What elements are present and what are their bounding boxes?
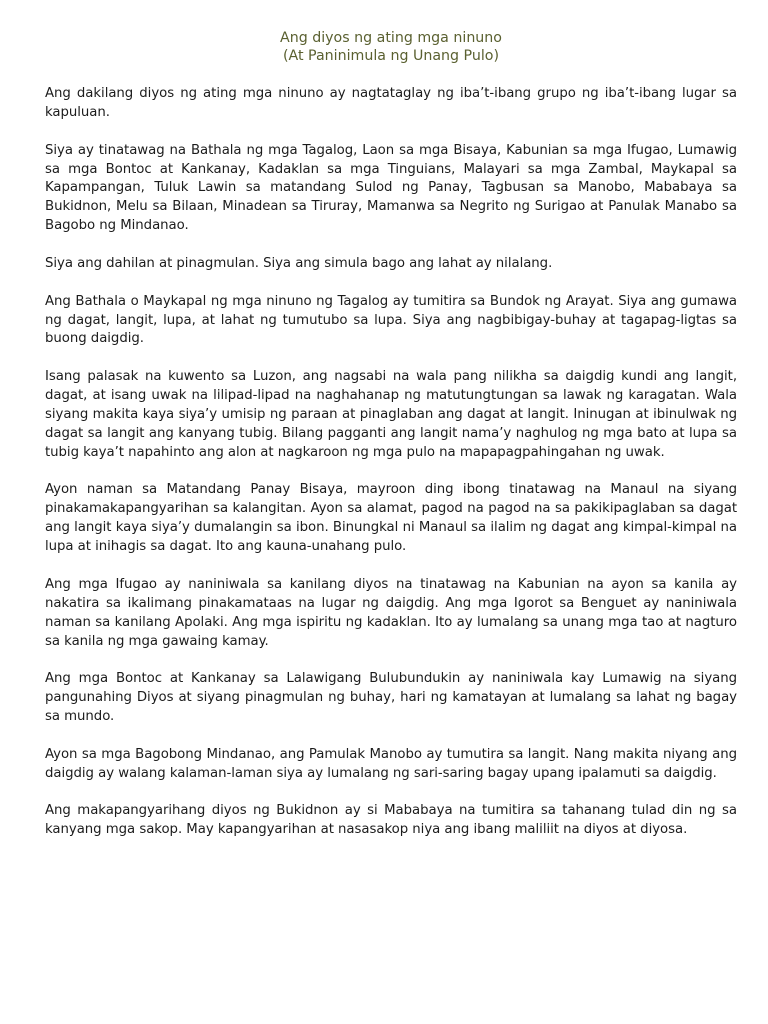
document-subtitle: (At Paninimula ng Unang Pulo) [282, 48, 500, 64]
document-title: Ang diyos ng ating mga ninuno [280, 30, 502, 46]
paragraph-1: Ang dakilang diyos ng ating mga ninuno ay nagtataglay ng iba’t-ibang grupo ng iba’t-ibang lugar sa kapuluan. [45, 86, 737, 120]
document-page [45, 29, 737, 859]
paragraph-9: Ayon sa mga Bagobong Mindanao, ang Pamulak Manobo ay tumutira sa langit. Nang makita niyang ang daigdig ay walang kalaman-laman siya ay lumalang ng sari-saring bagay upang ipalamuti sa daigdig. [45, 746, 737, 781]
title-block [45, 29, 737, 65]
paragraph-7: Ang mga Ifugao ay naniniwala sa kanilang diyos na tinatawag na Kabunian na ayon sa kanila ay nakatira sa ikalimang pinakamataas na lugar ng daigdig. Ang mga Igorot sa Benguet ay naniniwala naman sa kanilang Apolaki. Ang mga ispiritu ng kadaklan. Ito ay lumalang sa unang mga tao at nagturo sa kanila ng mga gawaing kamay. [45, 576, 737, 649]
paragraph-2: Siya ay tinatawag na Bathala ng mga Tagalog, Laon sa mga Bisaya, Kabunian sa mga Ifugao, Lumawig sa mga Bontoc at Kankanay, Kadaklan sa mga Tinguians, Malayari sa mga Zambal, Maykapal sa Kapampangan, Tuluk Lawin sa matandang Sulod ng Panay, Tagbusan sa Manobo, Mababaya sa Bukidnon, Melu sa Bilaan, Minadean sa Tiruray, Mamanwa sa Negrito ng Surigao at Panulak Manabo sa Bagobo ng Mindanao. [45, 142, 737, 234]
paragraph-6: Ayon naman sa Matandang Panay Bisaya, mayroon ding ibong tinatawag na Manaul na siyang pinakamakapangyarihan sa kalangitan. Ayon sa alamat, pagod na pagod na sa pakikipaglaban sa dagat ang langit kaya siya’y dumalangin sa ibon. Binungkal ni Manaul sa ilalim ng dagat ang kimpal-kimpal na lupa at inihagis sa dagat. Ito ang kauna-unahang pulo. [45, 482, 737, 555]
paragraph-10: Ang makapangyarihang diyos ng Bukidnon ay si Mababaya na tumitira sa tahanang tulad din ng sa kanyang mga sakop. May kapangyarihan at nasasakop niya ang ibang maliliit na diyos at diyosa. [45, 803, 737, 838]
paragraph-4: Ang Bathala o Maykapal ng mga ninuno ng Tagalog ay tumitira sa Bundok ng Arayat. Siya ang gumawa ng dagat, langit, lupa, at lahat ng tumutubo sa lupa. Siya ang nagbibigay-buhay at tagapag-ligtas sa buong daigdig. [45, 293, 737, 347]
paragraph-3: Siya ang dahilan at pinagmulan. Siya ang simula bago ang lahat ay nilalang. [45, 255, 553, 271]
paragraph-8: Ang mga Bontoc at Kankanay sa Lalawigang Bulubundukin ay naniniwala kay Lumawig na siyang pangunahing Diyos at siyang pinagmulan ng buhay, hari ng kamatayan at lumalang sa lahat ng bagay sa mundo. [45, 671, 737, 725]
paragraph-5: Isang palasak na kuwento sa Luzon, ang nagsabi na wala pang nilikha sa daigdig kundi ang langit, dagat, at isang uwak na lilipad-lipad na naghahanap ng matutungtungan sa lawak ng karagatan. Wala siyang makita kaya siya’y umisip ng paraan at pinaglaban ang dagat at langit. Ininugan at ibinulwak ng dagat sa langit ang kanyang tubig. Bilang pagganti ang langit nama’y naghulog ng mga bato at lupa sa tubig kaya’t napahinto ang alon at nagkaroon ng mga pulo na mapapagpahingahan ng uwak. [45, 369, 737, 460]
